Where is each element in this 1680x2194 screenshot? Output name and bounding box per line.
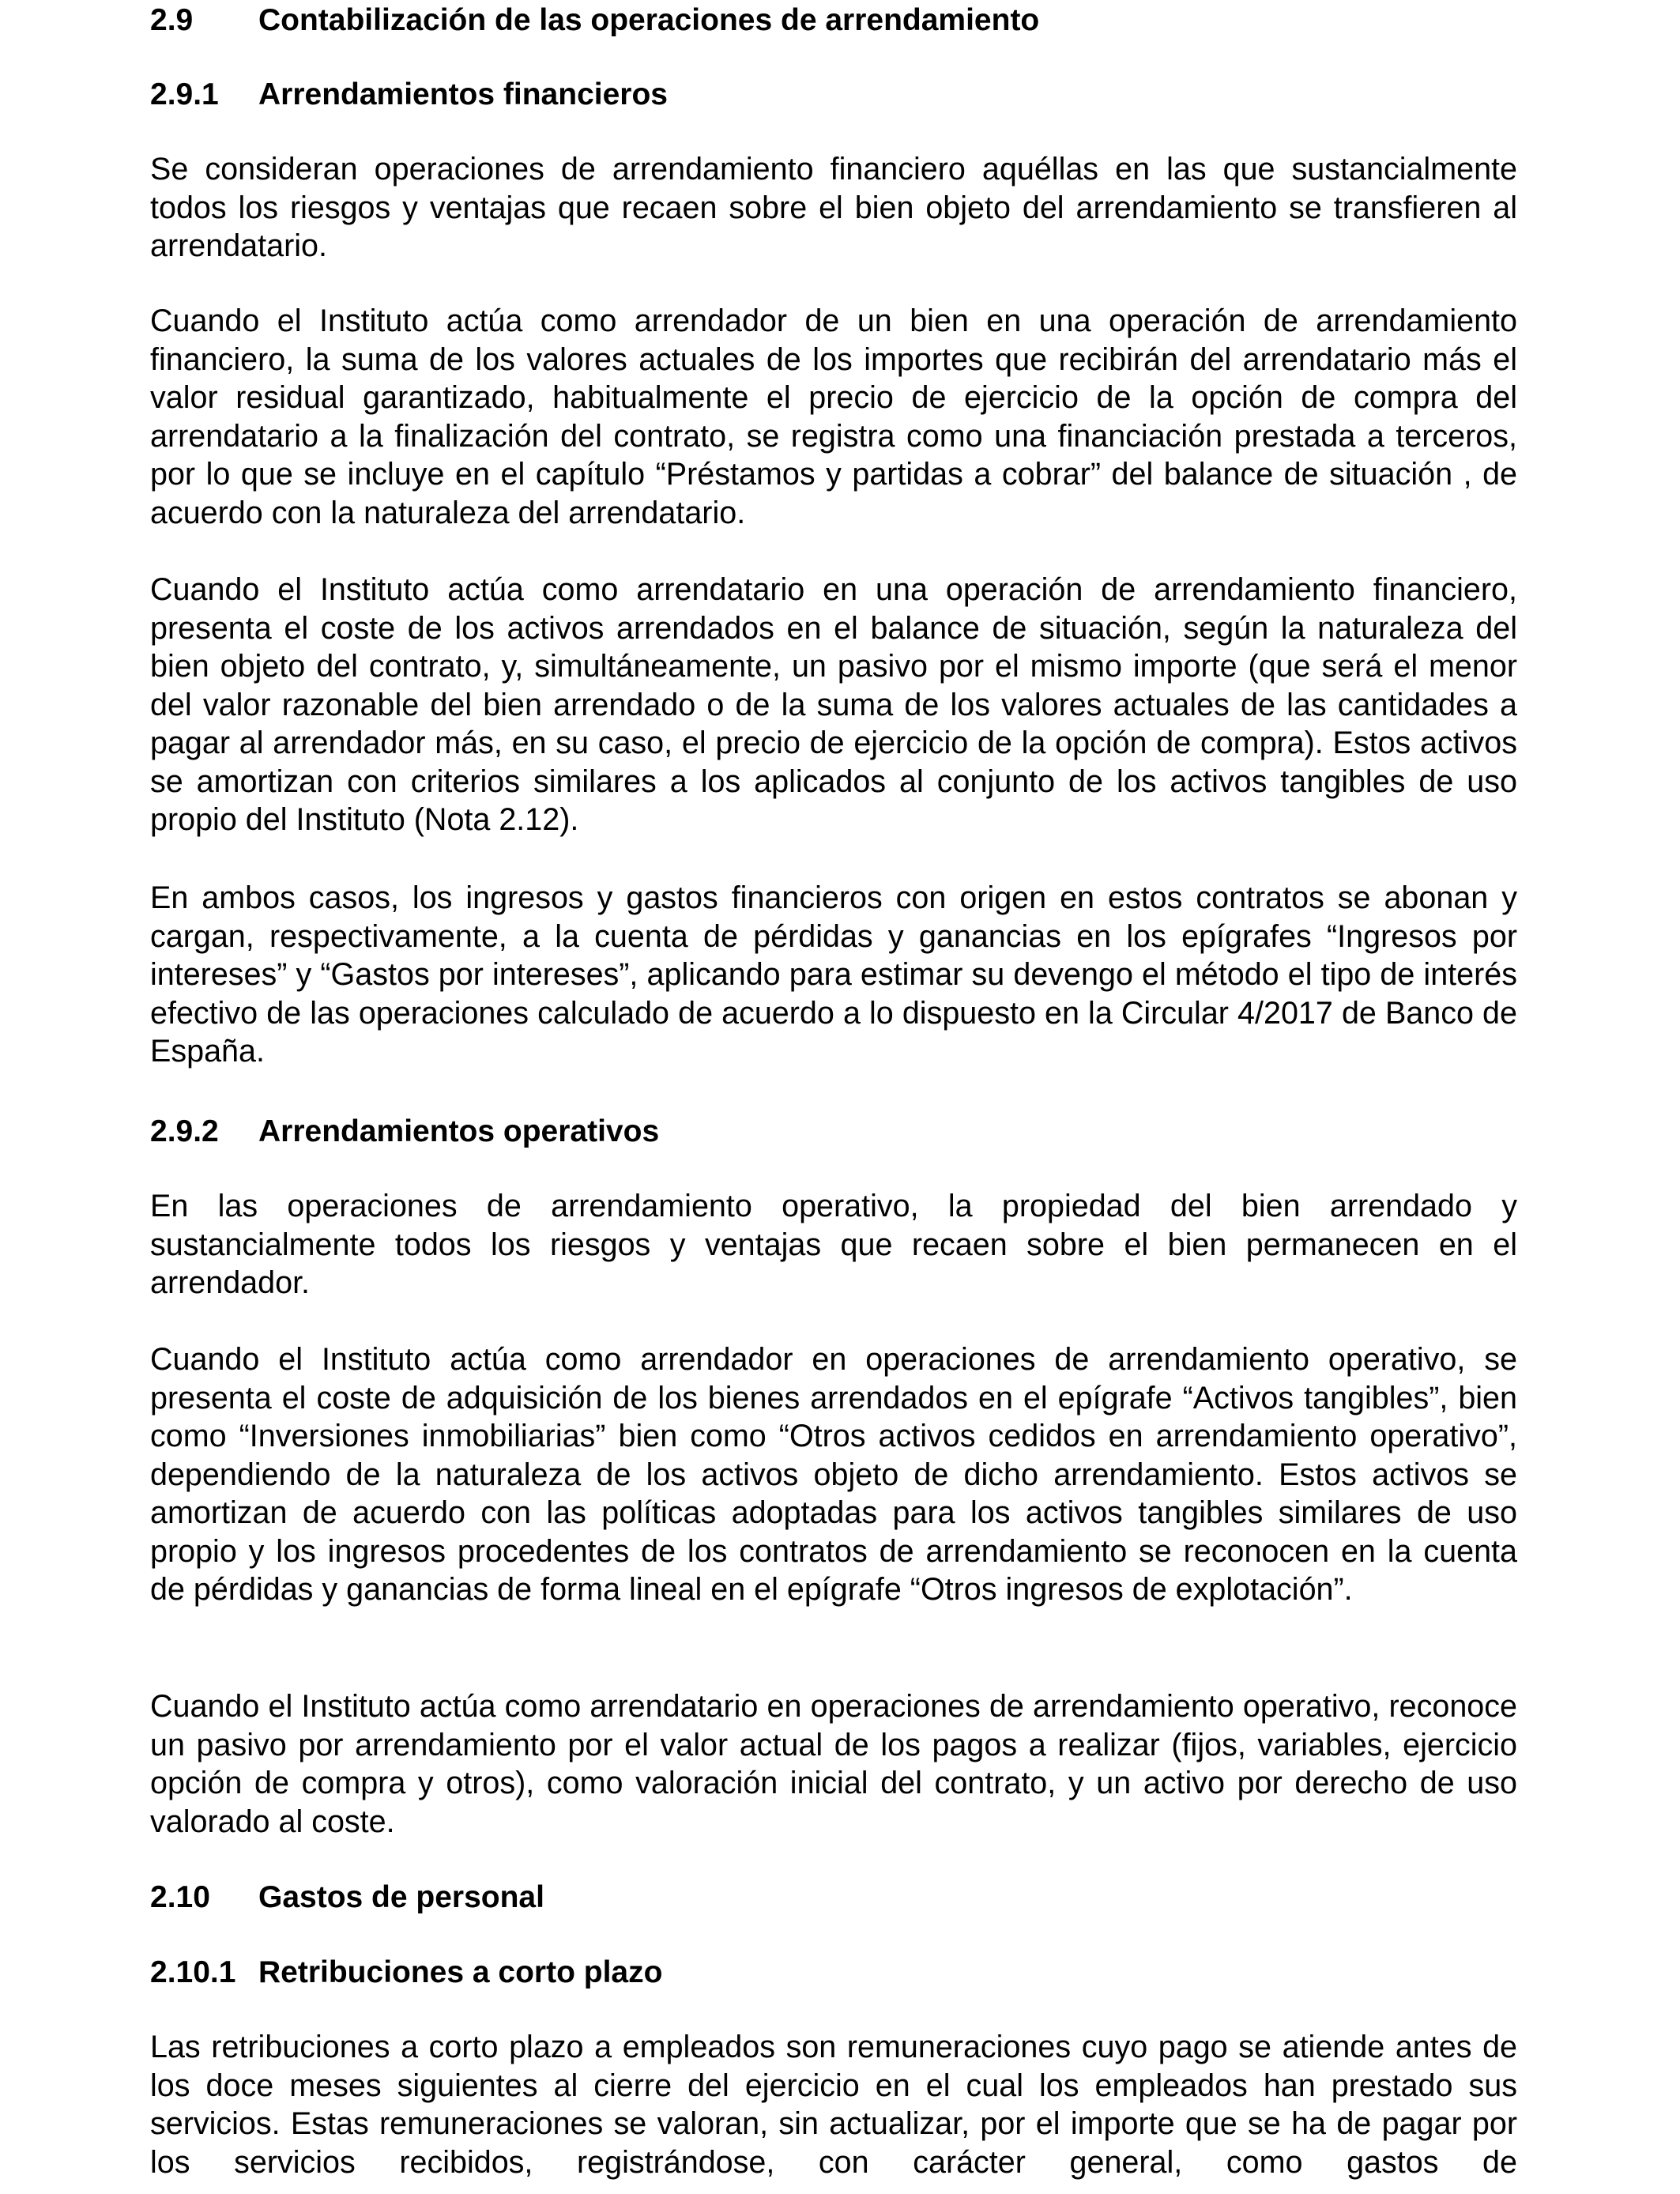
section-title: Retribuciones a corto plazo — [258, 1955, 663, 1989]
section-heading-2-10-1 — [150, 1954, 662, 1992]
section-title: Arrendamientos operativos — [258, 1114, 660, 1148]
paragraph-3: Cuando el Instituto actúa como arrendatario en una operación de arrendamiento financiero, presenta el coste de los activos arrendados en el balance de situación, según la naturaleza del bien objeto del contrato, y, simultáneamente, un pasivo por el mismo importe (que será el menor del valor razonable del bien arrendado o de la suma de los valores actuales de las cantidades a pagar al arrendador más, en su caso, el precio de ejercicio de la opción de compra). Estos activos se amortizan con criterios similares a los aplicados al conjunto de los activos tangibles de uso propio del Instituto (Nota 2.12). — [150, 572, 1517, 837]
section-number: 2.9 — [150, 3, 194, 37]
section-number: 2.10 — [150, 1880, 210, 1914]
paragraph-7: Cuando el Instituto actúa como arrendatario en operaciones de arrendamiento operativo, reconoce un pasivo por arrendamiento por el valor actual de los pagos a realizar (fijos, variables, ejercicio opción de compra y otros), como valoración inicial del contrato, y un activo por derecho de uso valorado al coste. — [150, 1689, 1517, 1839]
section-heading-2-10 — [150, 1879, 544, 1917]
paragraph-1: Se consideran operaciones de arrendamiento financiero aquéllas en las que sustancialmente todos los riesgos y ventajas que recaen sobre el bien objeto del arrendamiento se transfieren al arrendatario. — [150, 152, 1517, 263]
section-heading-2-9-2 — [150, 1113, 659, 1151]
paragraph-8: Las retribuciones a corto plazo a empleados son remuneraciones cuyo pago se atiende antes de los doce meses siguientes al cierre del ejercicio en el cual los empleados han prestado sus servicios. Estas remuneraciones se valoran, sin actualizar, por el importe que se ha de pagar por los servicios recibidos, registrándose, con carácter general, como gastos de — [150, 2030, 1517, 2180]
section-number: 2.10.1 — [150, 1955, 236, 1989]
section-number: 2.9.1 — [150, 77, 219, 111]
paragraph-5: En las operaciones de arrendamiento operativo, la propiedad del bien arrendado y sustancialmente todos los riesgos y ventajas que recaen sobre el bien permanecen en el arrendador. — [150, 1189, 1517, 1300]
section-title: Contabilización de las operaciones de arrendamiento — [258, 3, 1040, 37]
section-title: Arrendamientos financieros — [258, 77, 668, 111]
section-heading-2-9-1 — [150, 76, 668, 114]
section-heading-2-9 — [150, 2, 1039, 40]
section-number: 2.9.2 — [150, 1114, 219, 1148]
section-title: Gastos de personal — [258, 1880, 544, 1914]
paragraph-2: Cuando el Instituto actúa como arrendador de un bien en una operación de arrendamiento financiero, la suma de los valores actuales de los importes que recibirán del arrendatario más el valor residual garantizado, habitualmente el precio de ejercicio de la opción de compra del arrendatario a la finalización del contrato, se registra como una financiación prestada a terceros, por lo que se incluye en el capítulo “Préstamos y partidas a cobrar” del balance de situación , de acuerdo con la naturaleza del arrendatario. — [150, 303, 1517, 530]
paragraph-6: Cuando el Instituto actúa como arrendador en operaciones de arrendamiento operativo, se presenta el coste de adquisición de los bienes arrendados en el epígrafe “Activos tangibles”, bien como “Inversiones inmobiliarias” bien como “Otros activos cedidos en arrendamiento operativo”, dependiendo de la naturaleza de los activos objeto de dicho arrendamiento. Estos activos se amortizan de acuerdo con las políticas adoptadas para los activos tangibles similares de uso propio y los ingresos procedentes de los contratos de arrendamiento se reconocen en la cuenta de pérdidas y ganancias de forma lineal en el epígrafe “Otros ingresos de explotación”. — [150, 1342, 1517, 1607]
paragraph-4: En ambos casos, los ingresos y gastos financieros con origen en estos contratos se abonan y cargan, respectivamente, a la cuenta de pérdidas y ganancias en los epígrafes “Ingresos por intereses” y “Gastos por intereses”, aplicando para estimar su devengo el método el tipo de interés efectivo de las operaciones calculado de acuerdo a lo dispuesto en la Circular 4/2017 de Banco de España. — [150, 880, 1517, 1069]
